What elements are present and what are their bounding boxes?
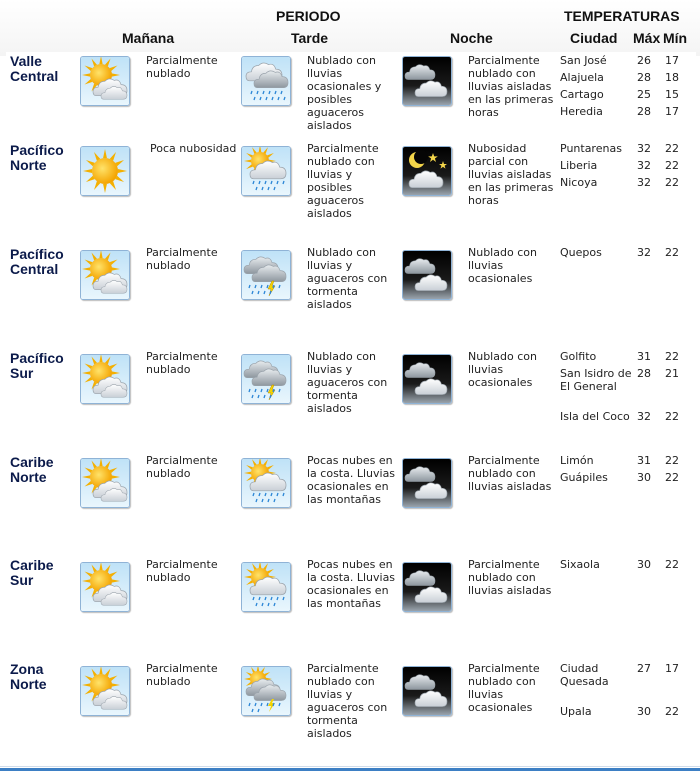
region-name: Pacífico Norte xyxy=(10,142,64,173)
city-name: Limón xyxy=(560,454,594,467)
tarde-forecast-text: Nublado con lluvias y aguaceros con tormenta aislados xyxy=(307,246,388,311)
tarde-forecast-text: Parcialmente nublado con lluvias y aguaceros con tormenta aislados xyxy=(307,662,388,740)
min-temp: 22 xyxy=(665,350,679,363)
max-temp: 31 xyxy=(637,350,651,363)
city-name: San José xyxy=(560,54,607,67)
partly-cloudy-rain-icon xyxy=(241,146,291,196)
min-temp: 22 xyxy=(665,558,679,571)
periodo-header: PERIODO xyxy=(276,8,341,24)
noche-forecast-text: Parcialmente nublado con lluvias ocasionales xyxy=(468,662,540,714)
min-temp: 18 xyxy=(665,71,679,84)
manana-forecast-text: Parcialmente nublado xyxy=(146,454,218,480)
night-cloudy-icon xyxy=(402,458,452,508)
max-temp: 32 xyxy=(637,142,651,155)
city-name: Nicoya xyxy=(560,176,598,189)
city-name: Sixaola xyxy=(560,558,600,571)
tarde-forecast-text: Nublado con lluvias ocasionales y posibles aguaceros aislados xyxy=(307,54,382,132)
max-temp: 25 xyxy=(637,88,651,101)
region-name: Caribe Sur xyxy=(10,557,54,588)
max-header: Máx xyxy=(633,30,661,46)
max-temp: 32 xyxy=(637,246,651,259)
night-moon-stars-cloud-icon xyxy=(402,146,452,196)
max-temp: 28 xyxy=(637,105,651,118)
city-name: Ciudad Quesada xyxy=(560,662,609,688)
partly-cloudy-sun-icon xyxy=(80,666,130,716)
noche-forecast-text: Nublado con lluvias ocasionales xyxy=(468,246,537,285)
divider xyxy=(0,766,700,767)
manana-forecast-text: Parcialmente nublado xyxy=(146,246,218,272)
city-name: Alajuela xyxy=(560,71,604,84)
min-temp: 22 xyxy=(665,176,679,189)
city-name: San Isidro de El General xyxy=(560,367,632,393)
max-temp: 26 xyxy=(637,54,651,67)
partly-cloudy-sun-icon xyxy=(80,250,130,300)
noche-forecast-text: Nublado con lluvias ocasionales xyxy=(468,350,537,389)
noche-forecast-text: Nubosidad parcial con lluvias aisladas en las primeras horas xyxy=(468,142,554,207)
city-name: Isla del Coco xyxy=(560,410,630,423)
max-temp: 27 xyxy=(637,662,651,675)
min-temp: 21 xyxy=(665,367,679,380)
city-name: Cartago xyxy=(560,88,604,101)
partly-cloudy-sun-icon xyxy=(80,354,130,404)
tarde-forecast-text: Parcialmente nublado con lluvias y posibles aguaceros aislados xyxy=(307,142,379,220)
max-temp: 30 xyxy=(637,471,651,484)
manana-forecast-text: Poca nubosidad xyxy=(150,142,237,155)
min-temp: 22 xyxy=(665,159,679,172)
temperaturas-header: TEMPERATURAS xyxy=(564,8,680,24)
max-temp: 28 xyxy=(637,71,651,84)
night-cloudy-icon xyxy=(402,56,452,106)
noche-forecast-text: Parcialmente nublado con lluvias aisladas xyxy=(468,454,552,493)
partly-cloudy-sun-icon xyxy=(80,562,130,612)
noche-forecast-text: Parcialmente nublado con lluvias aisladas xyxy=(468,558,552,597)
max-temp: 31 xyxy=(637,454,651,467)
bottom-border xyxy=(0,768,700,771)
ciudad-header: Ciudad xyxy=(570,30,618,46)
city-name: Upala xyxy=(560,705,592,718)
min-temp: 15 xyxy=(665,88,679,101)
min-temp: 22 xyxy=(665,142,679,155)
min-temp: 22 xyxy=(665,471,679,484)
min-header: Mín xyxy=(663,30,688,46)
manana-header: Mañana xyxy=(122,30,175,46)
tarde-header: Tarde xyxy=(291,30,329,46)
max-temp: 30 xyxy=(637,558,651,571)
min-temp: 22 xyxy=(665,705,679,718)
thunderstorm-partly-sun-icon xyxy=(241,666,291,716)
max-temp: 32 xyxy=(637,176,651,189)
min-temp: 17 xyxy=(665,105,679,118)
partly-cloudy-rain-icon xyxy=(241,458,291,508)
night-cloudy-icon xyxy=(402,562,452,612)
max-temp: 32 xyxy=(637,410,651,423)
region-name: Zona Norte xyxy=(10,661,47,692)
partly-cloudy-sun-icon xyxy=(80,56,130,106)
manana-forecast-text: Parcialmente nublado xyxy=(146,350,218,376)
tarde-forecast-text: Pocas nubes en la costa. Lluvias ocasionales en las montañas xyxy=(307,454,396,506)
noche-forecast-text: Parcialmente nublado con lluvias aisladas en las primeras horas xyxy=(468,54,554,119)
min-temp: 17 xyxy=(665,662,679,675)
region-name: Pacífico Sur xyxy=(10,350,64,381)
min-temp: 17 xyxy=(665,54,679,67)
manana-forecast-text: Parcialmente nublado xyxy=(146,558,218,584)
partly-cloudy-sun-icon xyxy=(80,458,130,508)
tarde-forecast-text: Nublado con lluvias y aguaceros con tormenta aislados xyxy=(307,350,388,415)
city-name: Guápiles xyxy=(560,471,608,484)
night-cloudy-icon xyxy=(402,250,452,300)
city-name: Heredia xyxy=(560,105,603,118)
city-name: Quepos xyxy=(560,246,602,259)
city-name: Puntarenas xyxy=(560,142,622,155)
region-name: Valle Central xyxy=(10,53,59,84)
night-cloudy-icon xyxy=(402,666,452,716)
city-name: Golfito xyxy=(560,350,597,363)
noche-header: Noche xyxy=(450,30,493,46)
max-temp: 32 xyxy=(637,159,651,172)
tarde-forecast-text: Pocas nubes en la costa. Lluvias ocasionales en las montañas xyxy=(307,558,396,610)
max-temp: 30 xyxy=(637,705,651,718)
thunderstorm-icon xyxy=(241,354,291,404)
city-name: Liberia xyxy=(560,159,598,172)
manana-forecast-text: Parcialmente nublado xyxy=(146,54,218,80)
region-name: Pacífico Central xyxy=(10,246,64,277)
thunderstorm-icon xyxy=(241,250,291,300)
min-temp: 22 xyxy=(665,454,679,467)
manana-forecast-text: Parcialmente nublado xyxy=(146,662,218,688)
sun-icon xyxy=(80,146,130,196)
min-temp: 22 xyxy=(665,410,679,423)
max-temp: 28 xyxy=(637,367,651,380)
cloudy-rain-icon xyxy=(241,56,291,106)
partly-cloudy-rain-icon xyxy=(241,562,291,612)
region-name: Caribe Norte xyxy=(10,454,54,485)
min-temp: 22 xyxy=(665,246,679,259)
night-cloudy-icon xyxy=(402,354,452,404)
